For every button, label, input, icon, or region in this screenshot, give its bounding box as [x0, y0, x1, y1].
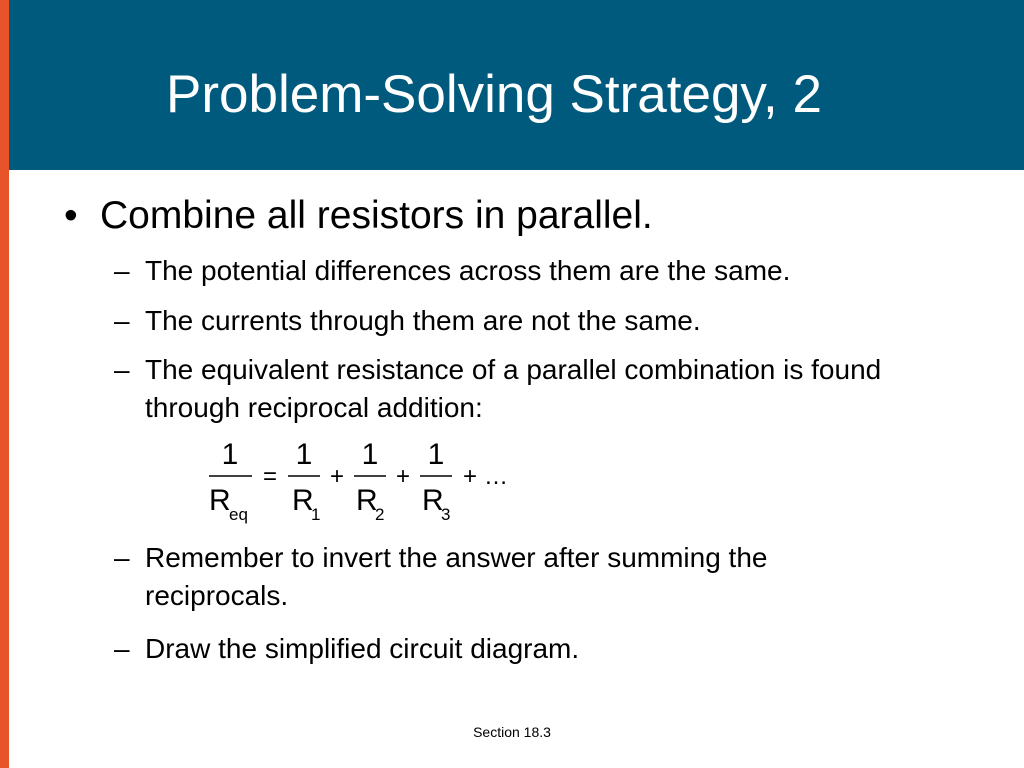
sub-item-5 [114, 630, 904, 668]
equals-sign: = [262, 463, 278, 490]
main-bullet-text: Combine all resistors in parallel. [100, 194, 653, 237]
sub-item-3 [114, 351, 904, 427]
accent-bar [0, 0, 9, 768]
lhs-subscript: eq [229, 505, 248, 524]
sub-item-2 [114, 302, 904, 340]
term-3-subscript: 3 [441, 505, 451, 524]
plus-sign-2: + [395, 463, 411, 490]
term-3-numerator: 1 [427, 438, 445, 471]
plus-sign-1: + [329, 463, 345, 490]
sub-item-text: The currents through them are not the same. [145, 305, 701, 336]
sub-item-text: Draw the simplified circuit diagram. [145, 633, 580, 664]
dash-marker: – [114, 255, 130, 286]
sub-item-4 [114, 539, 904, 615]
term-2-numerator: 1 [361, 438, 379, 471]
dash-marker: – [114, 542, 130, 573]
dash-marker: – [114, 354, 130, 385]
sub-item-text: Remember to invert the answer after summing the reciprocals. [145, 542, 768, 611]
dash-marker: – [114, 305, 130, 336]
section-footer: Section 18.3 [473, 724, 551, 740]
lhs-numerator: 1 [221, 438, 239, 471]
term-1-base: R [292, 484, 314, 517]
dash-marker: – [114, 633, 130, 664]
term-1-subscript: 1 [311, 505, 321, 524]
sub-item-text: The potential differences across them are the same. [145, 255, 791, 286]
lhs-denominator: R [209, 484, 231, 517]
term-2-subscript: 2 [375, 505, 385, 524]
ellipsis: … [484, 463, 508, 490]
slide-title: Problem-Solving Strategy, 2 [166, 65, 822, 124]
bullet-marker: • [64, 194, 78, 237]
plus-sign-3: + [462, 463, 478, 490]
term-2-base: R [356, 484, 378, 517]
term-1-numerator: 1 [295, 438, 313, 471]
reciprocal-equation [200, 428, 530, 528]
main-bullet [64, 188, 653, 244]
sub-item-1 [114, 252, 904, 290]
sub-item-text: The equivalent resistance of a parallel combination is found through reciprocal addition: [145, 354, 882, 423]
term-3-base: R [422, 484, 444, 517]
